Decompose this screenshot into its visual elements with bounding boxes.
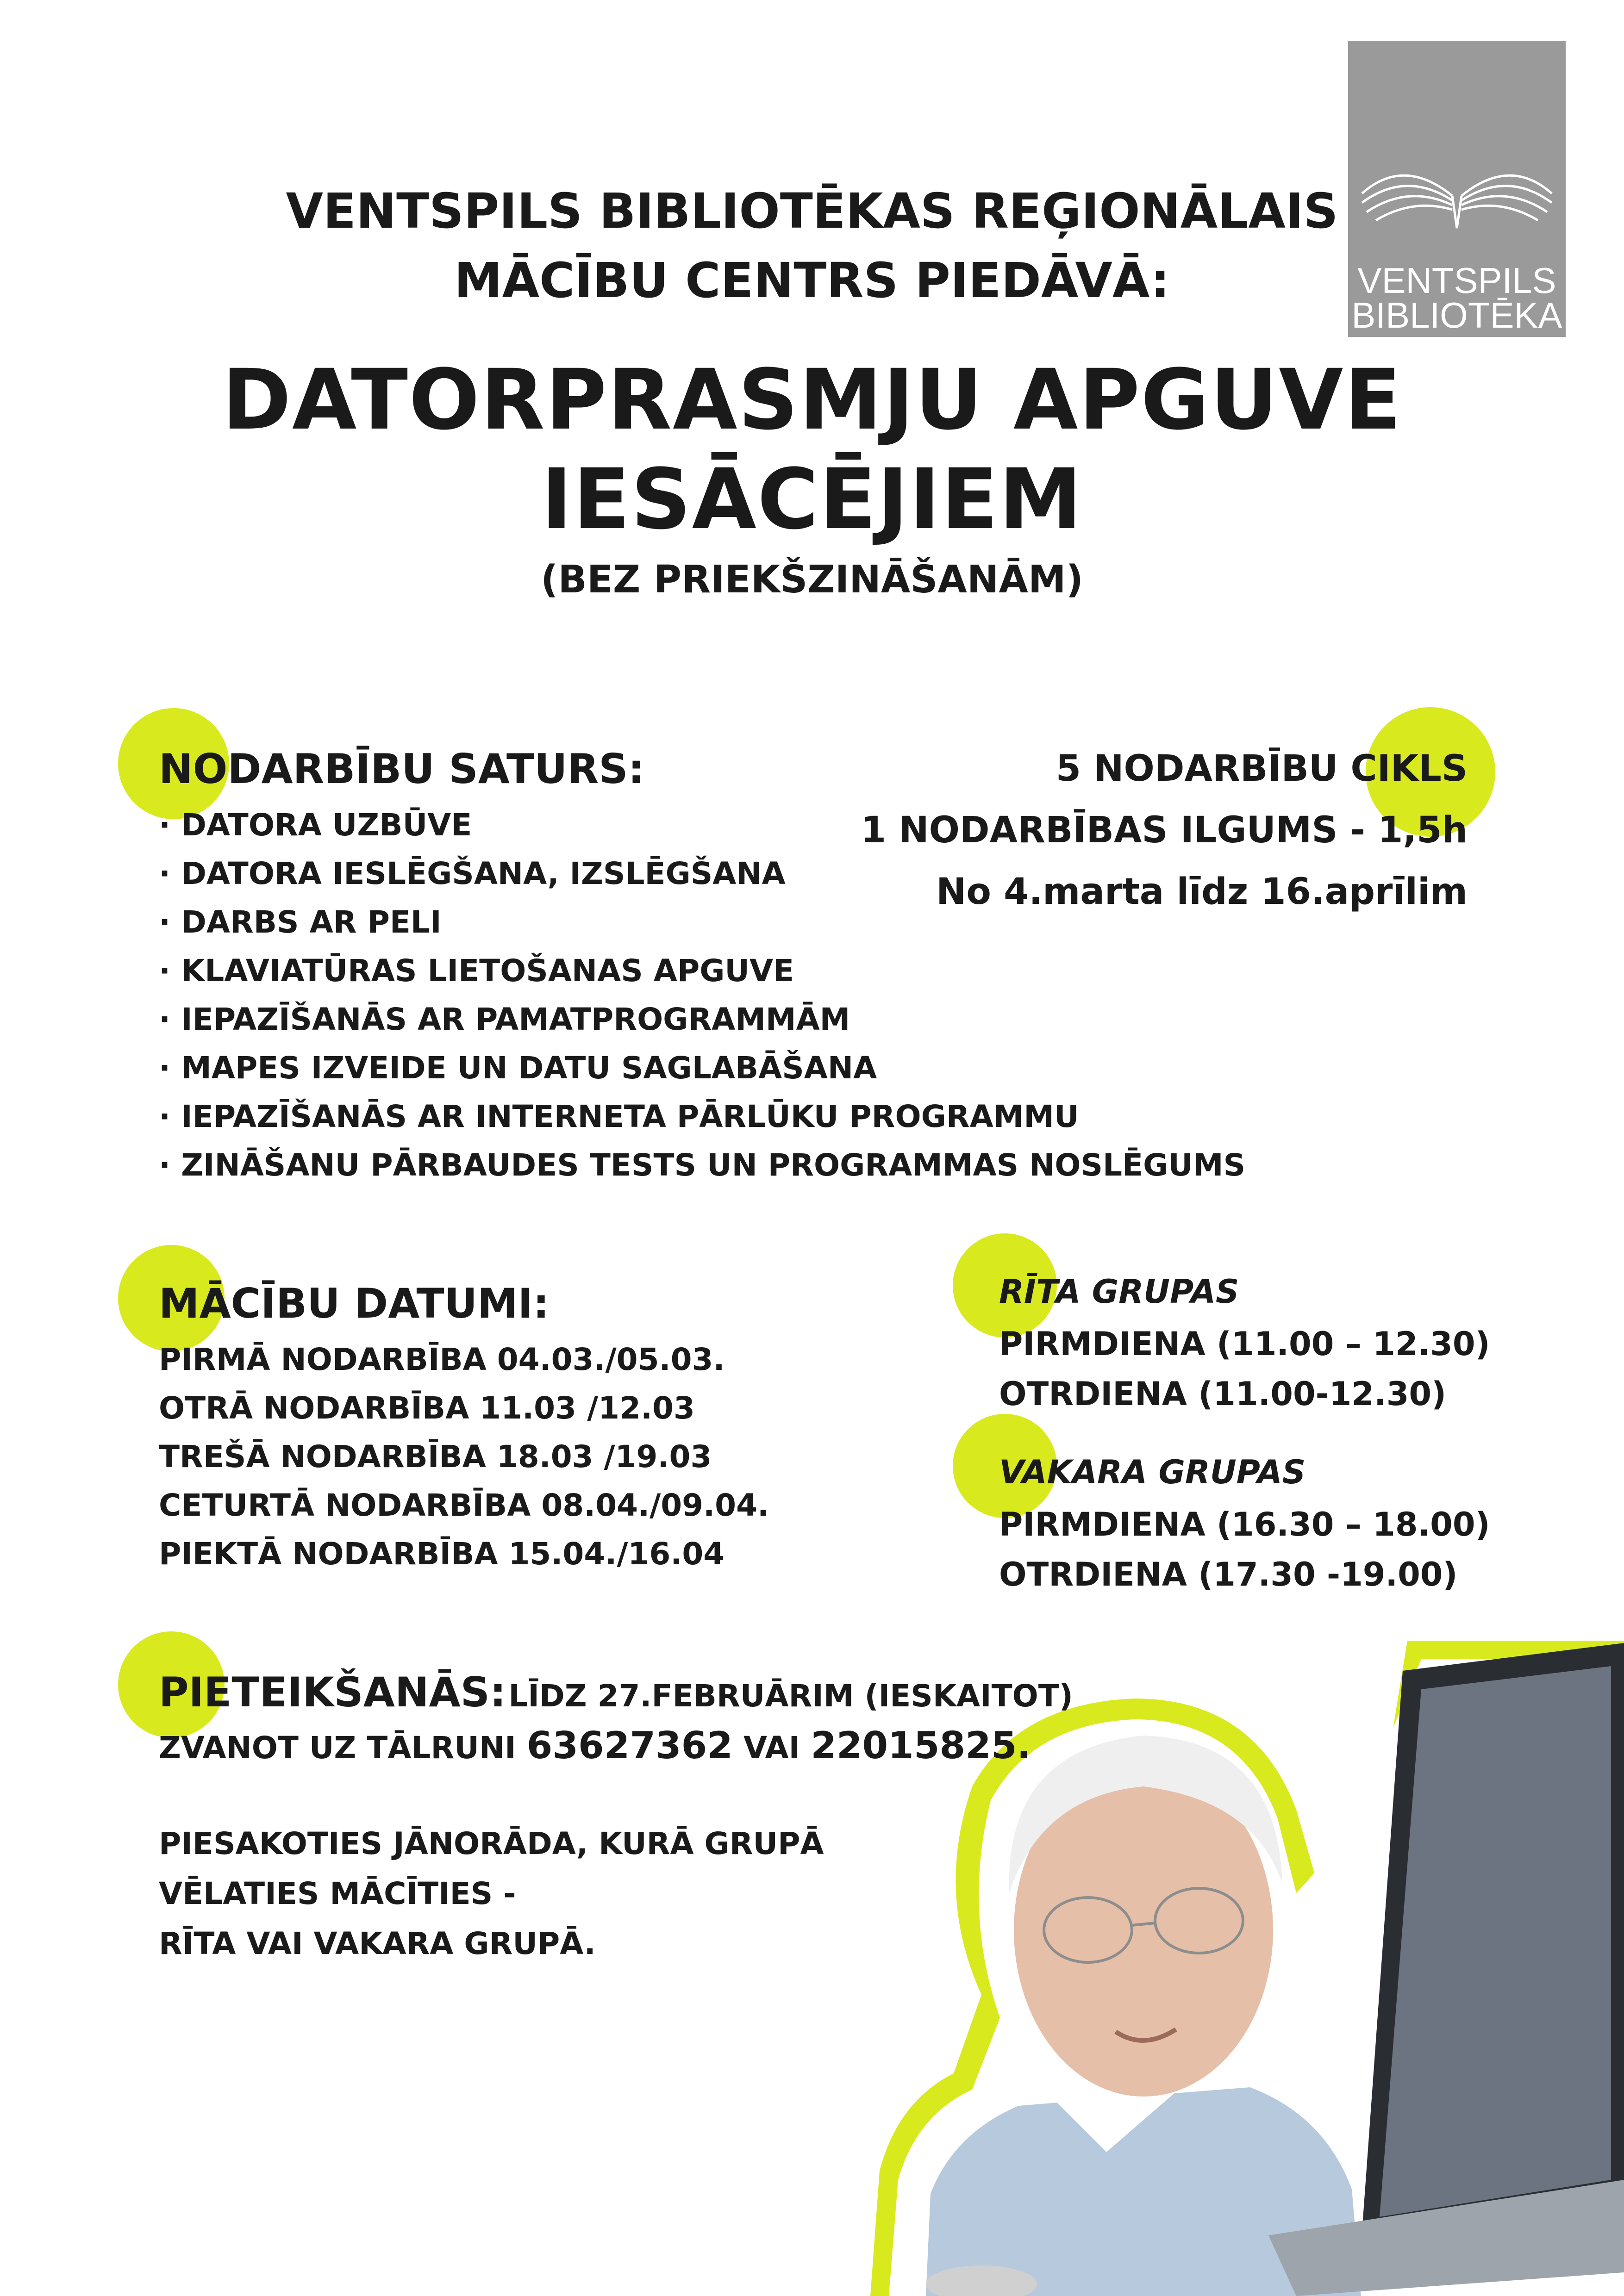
dates-list bbox=[159, 1335, 769, 1578]
course-duration: 1 NODARBĪBAS ILGUMS - 1,5h bbox=[861, 809, 1468, 851]
registration-line bbox=[159, 1668, 1073, 1716]
note-line: PIESAKOTIES JĀNORĀDA, KURĀ GRUPĀ bbox=[159, 1826, 824, 1861]
morning-line: OTRDIENA (11.00-12.30) bbox=[999, 1375, 1447, 1413]
list-item: · MAPES IZVEIDE UN DATU SAGLABĀŠANA bbox=[159, 1044, 1245, 1092]
list-item: · DARBS AR PELI bbox=[159, 898, 1245, 946]
subtitle: (BEZ PRIEKŠZINĀŠANĀM) bbox=[540, 558, 1084, 602]
date-line: PIEKTĀ NODARBĪBA 15.04./16.04 bbox=[159, 1536, 725, 1572]
phone-number-2: 22015825. bbox=[811, 1724, 1031, 1767]
morning-lines bbox=[999, 1319, 1490, 1419]
evening-lines bbox=[999, 1500, 1490, 1599]
list-item: · IEPAZĪŠANĀS AR PAMATPROGRAMMĀM bbox=[159, 995, 1245, 1044]
morning-heading: RĪTA GRUPAS bbox=[999, 1273, 1239, 1311]
note-line: VĒLATIES MĀCĪTIES - bbox=[159, 1876, 516, 1911]
course-info bbox=[861, 738, 1468, 923]
evening-heading: VAKARA GRUPAS bbox=[999, 1453, 1306, 1491]
course-cycle: 5 NODARBĪBU CIKLS bbox=[1056, 748, 1468, 790]
list-item: · DATORA UZBŪVE bbox=[159, 801, 1245, 849]
dates-heading: MĀCĪBU DATUMI: bbox=[159, 1280, 550, 1327]
evening-line: OTRDIENA (17.30 -19.00) bbox=[999, 1556, 1458, 1593]
list-item: · KLAVIATŪRAS LIETOŠANAS APGUVE bbox=[159, 946, 1245, 995]
morning-line: PIRMDIENA (11.00 – 12.30) bbox=[999, 1325, 1490, 1363]
call-text: ZVANOT UZ TĀLRUNI bbox=[159, 1730, 516, 1766]
registration-heading: PIETEIKŠANĀS: bbox=[159, 1668, 506, 1716]
list-item: · IEPAZĪŠANĀS AR INTERNETA PĀRLŪKU PROGRAMMU bbox=[159, 1092, 1245, 1141]
date-line: PIRMĀ NODARBĪBA 04.03./05.03. bbox=[159, 1342, 725, 1377]
date-line: CETURTĀ NODARBĪBA 08.04./09.04. bbox=[159, 1487, 769, 1523]
date-line: OTRĀ NODARBĪBA 11.03 /12.03 bbox=[159, 1390, 695, 1426]
note-line: RĪTA VAI VAKARA GRUPĀ. bbox=[159, 1926, 596, 1961]
intro-line-2: MĀCĪBU CENTRS PIEDĀVĀ: bbox=[454, 252, 1170, 309]
list-item: · ZINĀŠANU PĀRBAUDES TESTS UN PROGRAMMAS NOSLĒGUMS bbox=[159, 1141, 1245, 1189]
registration-note bbox=[159, 1819, 824, 1969]
logo-line1: VENTSPILS bbox=[1357, 260, 1556, 301]
title-line-1: DATORPRASMJU APGUVE bbox=[222, 352, 1402, 448]
registration-phone-line bbox=[159, 1724, 1031, 1767]
registration-deadline: LĪDZ 27.FEBRUĀRIM (IESKAITOT) bbox=[508, 1678, 1073, 1714]
course-period: No 4.marta līdz 16.aprīlim bbox=[936, 871, 1468, 913]
title-line-2: IESĀCĒJIEM bbox=[541, 451, 1083, 548]
or-text: VAI bbox=[743, 1730, 800, 1766]
intro-line-1: VENTSPILS BIBLIOTĒKAS REĢIONĀLAIS bbox=[286, 183, 1338, 239]
content-heading: NODARBĪBU SATURS: bbox=[159, 745, 644, 793]
evening-line: PIRMDIENA (16.30 – 18.00) bbox=[999, 1506, 1490, 1543]
list-item: · DATORA IESLĒGŠANA, IZSLĒGŠANA bbox=[159, 849, 1245, 898]
date-line: TREŠĀ NODARBĪBA 18.03 /19.03 bbox=[159, 1439, 712, 1475]
phone-number-1: 63627362 bbox=[526, 1724, 733, 1767]
logo-line2: BIBLIOTĒKA bbox=[1351, 295, 1562, 336]
